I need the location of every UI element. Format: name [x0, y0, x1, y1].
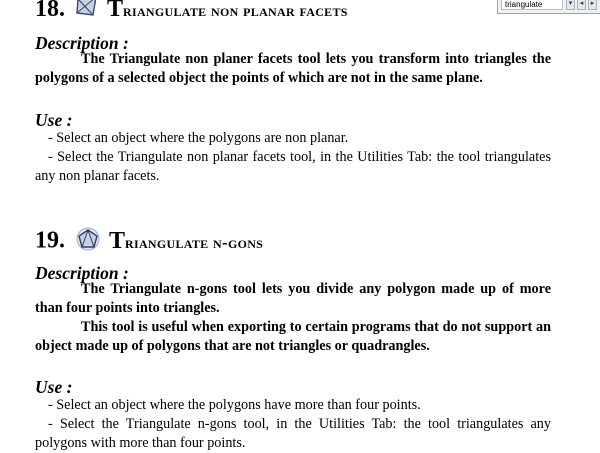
- description-paragraph: [35, 50, 551, 88]
- title-initial: T: [107, 0, 124, 22]
- description-text: This tool is useful when exporting to certain programs that do not support an object made up of polygons that are not triangles or quadrangles.: [35, 319, 551, 354]
- description-heading: Description :: [35, 33, 129, 53]
- triangulate-facets-icon: [75, 0, 99, 24]
- description-paragraph: [35, 318, 551, 356]
- search-input[interactable]: triangulate: [501, 0, 563, 10]
- use-item: - Select the Triangulate non planar facets tool, in the Utilities Tab: the tool triangulates any non planar facets.: [35, 149, 551, 184]
- section-number: 19.: [35, 227, 65, 254]
- prev-arrow-icon[interactable]: ◂: [577, 0, 586, 10]
- use-heading: Use :: [35, 110, 73, 130]
- use-item: - Select an object where the polygons have more than four points.: [48, 397, 421, 413]
- section-18-title: [35, 0, 348, 24]
- description-text: The Triangulate non planer facets tool lets you transform into triangles the polygons of a selected object the points of which are not in the same plane.: [35, 51, 551, 86]
- dropdown-arrow-icon[interactable]: ▾: [566, 0, 575, 10]
- title-initial: T: [109, 227, 126, 254]
- description-heading: Description :: [35, 263, 129, 283]
- use-heading: Use :: [35, 377, 73, 397]
- use-item: - Select an object where the polygons are non planar.: [48, 130, 349, 146]
- title-text: riangulate n-gons: [125, 232, 264, 252]
- triangulate-ngons-icon: [75, 227, 101, 257]
- use-item: - Select the Triangulate n-gons tool, in the Utilities Tab: the tool triangulates any polygons with more than four points.: [35, 416, 551, 451]
- description-text: The Triangulate n-gons tool lets you divide any polygon made up of more than four points into triangles.: [35, 281, 551, 316]
- section-19-title: [35, 227, 263, 257]
- description-paragraph: [35, 280, 551, 318]
- next-arrow-icon[interactable]: ▸: [588, 0, 597, 10]
- section-number: 18.: [35, 0, 65, 22]
- search-combobox[interactable]: [497, 0, 600, 14]
- title-text: riangulate non planar facets: [123, 1, 348, 20]
